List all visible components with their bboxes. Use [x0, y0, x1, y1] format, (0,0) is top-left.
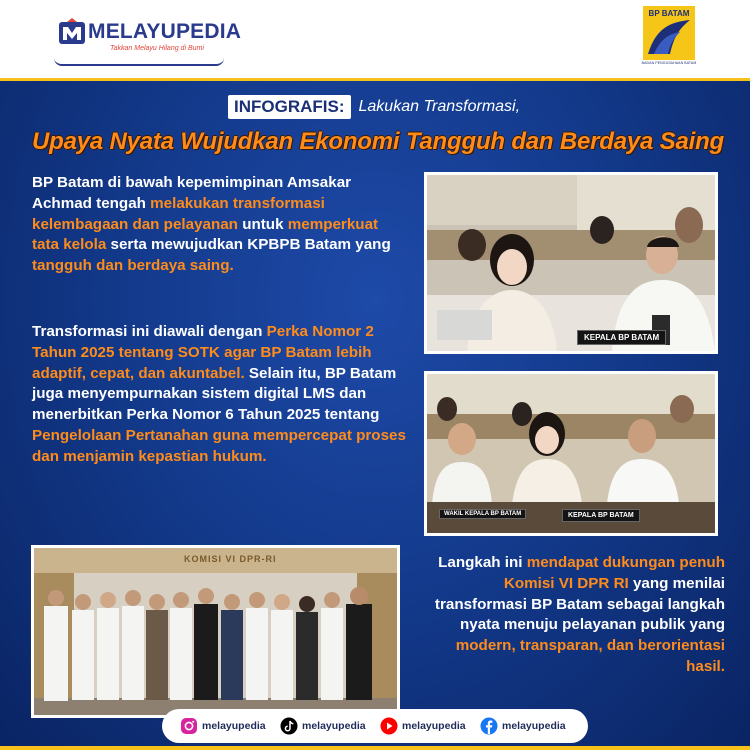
brand-tagline: Takkan Melayu Hilang di Bumi — [110, 45, 204, 52]
youtube-icon — [380, 717, 398, 735]
name-plate-kepala-2: KEPALA BP BATAM — [562, 509, 640, 522]
social-bar: melayupedia melayupedia melayupedia melayupedia — [162, 709, 588, 743]
paragraph-intro: BP Batam di bawah kepemimpinan Amsakar Achmad tengah melakukan transformasi kelembagaan dan pelayanan untuk memperkuat tata kelola serta mewujudkan KPBPB Batam yang tangguh dan berdaya saing. — [32, 174, 391, 275]
melayupedia-logo[interactable] — [58, 18, 242, 54]
infografis-label: INFOGRAFIS: — [228, 95, 351, 119]
paragraph-transformation: Transformasi ini diawali dengan Perka Nomor 2 Tahun 2025 tentang SOTK agar BP Batam lebih adaptif, cepat, dan akuntabel. Selain itu, BP Batam juga menyempurnakan sistem digital LMS dan menerbitkan Perka Nomor 6 Tahun 2025 tentang Pengelolaan Pertanahan guna mempercepat proses dan menjamin kepastian hukum. — [32, 323, 406, 465]
title-line-2: Upaya Nyata Wujudkan Ekonomi Tangguh dan Berdaya Saing — [32, 128, 724, 155]
photo-group — [31, 545, 400, 718]
header-band — [0, 0, 750, 78]
name-plate-wakil-kepala: WAKIL KEPALA BP BATAM — [439, 509, 526, 519]
facebook-icon — [480, 717, 498, 735]
bp-batam-logo[interactable] — [640, 6, 698, 68]
melayupedia-m-icon — [58, 18, 86, 46]
photo-hearing-2 — [424, 371, 718, 536]
logo-underline — [54, 58, 224, 66]
svg-text:BP BATAM: BP BATAM — [648, 9, 690, 18]
name-plate-kepala: KEPALA BP BATAM — [577, 330, 666, 345]
title-subject: Lakukan Transformasi, — [358, 98, 521, 115]
title-line-1 — [228, 95, 520, 119]
photo-group-illustration — [34, 548, 397, 715]
bp-batam-subtext: BADAN PENGUSAHAAN BATAM — [641, 61, 697, 65]
photo-hearing-1-illustration — [427, 175, 715, 351]
bottom-accent-line — [0, 746, 750, 750]
wall-sign: KOMISI VI DPR-RI — [184, 554, 277, 564]
bp-batam-emblem-icon — [640, 6, 698, 62]
paragraph-support: Langkah ini mendapat dukungan penuh Komisi VI DPR RI yang menilai transformasi BP Batam sebagai langkah nyata menuju pelayanan publik yang modern, transparan, dan berorientasi hasil. — [434, 554, 725, 675]
instagram-icon — [180, 717, 198, 735]
tiktok-icon — [280, 717, 298, 735]
brand-name: MELAYUPEDIA — [88, 20, 242, 43]
photo-hearing-1 — [424, 172, 718, 354]
